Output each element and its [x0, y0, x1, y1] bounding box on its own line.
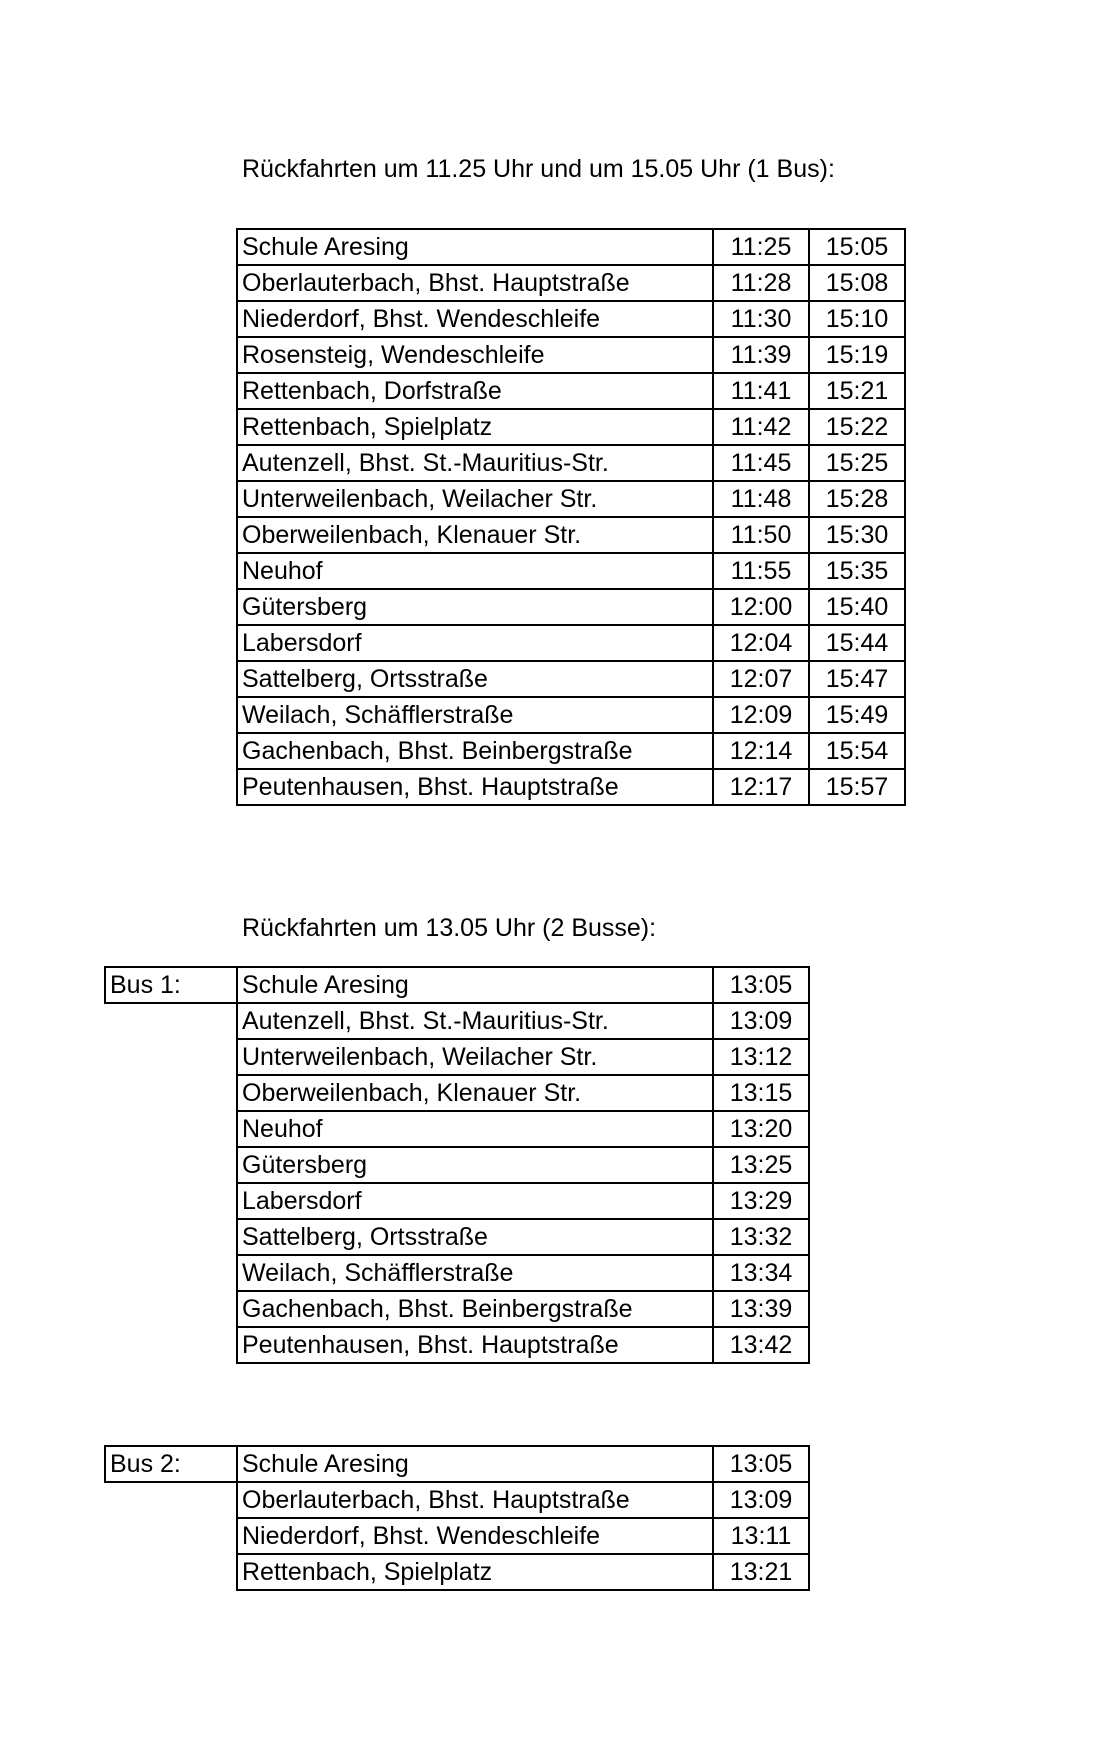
table-row: [105, 1327, 809, 1363]
table-row: [237, 553, 905, 589]
table-row: [237, 373, 905, 409]
table-row: [105, 1446, 809, 1482]
table-row: [237, 625, 905, 661]
table-row: [105, 1291, 809, 1327]
bus-label: Bus 2:: [105, 1446, 237, 1482]
table-row: [237, 265, 905, 301]
stop-name: Autenzell, Bhst. St.-Mauritius-Str.: [237, 445, 713, 481]
empty-cell: [105, 1111, 237, 1147]
departure-time-1125: 11:48: [713, 481, 809, 517]
departure-time-1125: 11:41: [713, 373, 809, 409]
departure-time-1505: 15:08: [809, 265, 905, 301]
table-row: [105, 1111, 809, 1147]
departure-time: 13:15: [713, 1075, 809, 1111]
departure-time: 13:05: [713, 967, 809, 1003]
stop-name: Rosensteig, Wendeschleife: [237, 337, 713, 373]
stop-name: Unterweilenbach, Weilacher Str.: [237, 481, 713, 517]
stop-name: Weilach, Schäfflerstraße: [237, 697, 713, 733]
departure-time-1505: 15:47: [809, 661, 905, 697]
table-row: [105, 1039, 809, 1075]
departure-time-1125: 12:00: [713, 589, 809, 625]
departure-time: 13:25: [713, 1147, 809, 1183]
departure-time: 13:20: [713, 1111, 809, 1147]
table-row: [105, 967, 809, 1003]
stop-name: Sattelberg, Ortsstraße: [237, 1219, 713, 1255]
bus-label: Bus 1:: [105, 967, 237, 1003]
timetable-1-bus: [236, 228, 906, 806]
departure-time-1125: 12:14: [713, 733, 809, 769]
table-row: [105, 1255, 809, 1291]
departure-time: 13:21: [713, 1554, 809, 1590]
departure-time: 13:39: [713, 1291, 809, 1327]
table-row: [237, 733, 905, 769]
departure-time: 13:32: [713, 1219, 809, 1255]
timetable-bus-2: [104, 1445, 810, 1591]
stop-name: Weilach, Schäfflerstraße: [237, 1255, 713, 1291]
section1-heading: Rückfahrten um 11.25 Uhr und um 15.05 Uhr (1 Bus):: [242, 155, 835, 183]
departure-time-1505: 15:30: [809, 517, 905, 553]
departure-time: 13:05: [713, 1446, 809, 1482]
empty-cell: [105, 1518, 237, 1554]
stop-name: Autenzell, Bhst. St.-Mauritius-Str.: [237, 1003, 713, 1039]
stop-name: Unterweilenbach, Weilacher Str.: [237, 1039, 713, 1075]
departure-time-1125: 11:30: [713, 301, 809, 337]
departure-time-1505: 15:28: [809, 481, 905, 517]
empty-cell: [105, 1075, 237, 1111]
stop-name: Oberweilenbach, Klenauer Str.: [237, 1075, 713, 1111]
departure-time: 13:09: [713, 1482, 809, 1518]
table-row: [237, 229, 905, 265]
table-row: [237, 769, 905, 805]
stop-name: Gütersberg: [237, 589, 713, 625]
departure-time-1125: 11:55: [713, 553, 809, 589]
stop-name: Oberlauterbach, Bhst. Hauptstraße: [237, 265, 713, 301]
empty-cell: [105, 1147, 237, 1183]
departure-time: 13:09: [713, 1003, 809, 1039]
stop-name: Schule Aresing: [237, 967, 713, 1003]
stop-name: Rettenbach, Spielplatz: [237, 409, 713, 445]
departure-time-1125: 12:17: [713, 769, 809, 805]
departure-time-1505: 15:49: [809, 697, 905, 733]
departure-time-1505: 15:21: [809, 373, 905, 409]
table-row: [105, 1482, 809, 1518]
empty-cell: [105, 1327, 237, 1363]
stop-name: Niederdorf, Bhst. Wendeschleife: [237, 1518, 713, 1554]
stop-name: Neuhof: [237, 1111, 713, 1147]
empty-cell: [105, 1554, 237, 1590]
stop-name: Gütersberg: [237, 1147, 713, 1183]
departure-time-1505: 15:25: [809, 445, 905, 481]
table-row: [237, 445, 905, 481]
table-row: [105, 1183, 809, 1219]
stop-name: Rettenbach, Spielplatz: [237, 1554, 713, 1590]
empty-cell: [105, 1219, 237, 1255]
departure-time-1505: 15:54: [809, 733, 905, 769]
empty-cell: [105, 1183, 237, 1219]
stop-name: Sattelberg, Ortsstraße: [237, 661, 713, 697]
stop-name: Oberweilenbach, Klenauer Str.: [237, 517, 713, 553]
table-row: [237, 589, 905, 625]
departure-time: 13:42: [713, 1327, 809, 1363]
departure-time-1505: 15:44: [809, 625, 905, 661]
departure-time-1505: 15:35: [809, 553, 905, 589]
timetable-bus-1: [104, 966, 810, 1364]
departure-time-1125: 12:04: [713, 625, 809, 661]
departure-time-1505: 15:22: [809, 409, 905, 445]
section2-heading: Rückfahrten um 13.05 Uhr (2 Busse):: [242, 914, 657, 942]
table-row: [237, 337, 905, 373]
stop-name: Labersdorf: [237, 625, 713, 661]
empty-cell: [105, 1255, 237, 1291]
departure-time-1125: 11:42: [713, 409, 809, 445]
departure-time-1505: 15:10: [809, 301, 905, 337]
departure-time-1505: 15:57: [809, 769, 905, 805]
stop-name: Schule Aresing: [237, 229, 713, 265]
empty-cell: [105, 1003, 237, 1039]
departure-time-1125: 11:39: [713, 337, 809, 373]
stop-name: Oberlauterbach, Bhst. Hauptstraße: [237, 1482, 713, 1518]
table-row: [105, 1003, 809, 1039]
table-row: [105, 1554, 809, 1590]
stop-name: Niederdorf, Bhst. Wendeschleife: [237, 301, 713, 337]
departure-time-1505: 15:40: [809, 589, 905, 625]
stop-name: Labersdorf: [237, 1183, 713, 1219]
departure-time-1125: 12:09: [713, 697, 809, 733]
departure-time-1125: 11:28: [713, 265, 809, 301]
stop-name: Peutenhausen, Bhst. Hauptstraße: [237, 769, 713, 805]
departure-time-1125: 12:07: [713, 661, 809, 697]
table-row: [237, 517, 905, 553]
table-row: [105, 1518, 809, 1554]
departure-time: 13:34: [713, 1255, 809, 1291]
stop-name: Gachenbach, Bhst. Beinbergstraße: [237, 1291, 713, 1327]
table-row: [237, 301, 905, 337]
departure-time-1505: 15:05: [809, 229, 905, 265]
table-row: [105, 1147, 809, 1183]
departure-time-1505: 15:19: [809, 337, 905, 373]
departure-time-1125: 11:25: [713, 229, 809, 265]
table-row: [105, 1075, 809, 1111]
departure-time-1125: 11:45: [713, 445, 809, 481]
table-row: [237, 697, 905, 733]
table-row: [237, 409, 905, 445]
empty-cell: [105, 1039, 237, 1075]
departure-time: 13:29: [713, 1183, 809, 1219]
table-row: [237, 481, 905, 517]
stop-name: Neuhof: [237, 553, 713, 589]
table-row: [237, 661, 905, 697]
stop-name: Schule Aresing: [237, 1446, 713, 1482]
empty-cell: [105, 1291, 237, 1327]
stop-name: Rettenbach, Dorfstraße: [237, 373, 713, 409]
stop-name: Gachenbach, Bhst. Beinbergstraße: [237, 733, 713, 769]
departure-time: 13:11: [713, 1518, 809, 1554]
empty-cell: [105, 1482, 237, 1518]
departure-time-1125: 11:50: [713, 517, 809, 553]
stop-name: Peutenhausen, Bhst. Hauptstraße: [237, 1327, 713, 1363]
table-row: [105, 1219, 809, 1255]
departure-time: 13:12: [713, 1039, 809, 1075]
